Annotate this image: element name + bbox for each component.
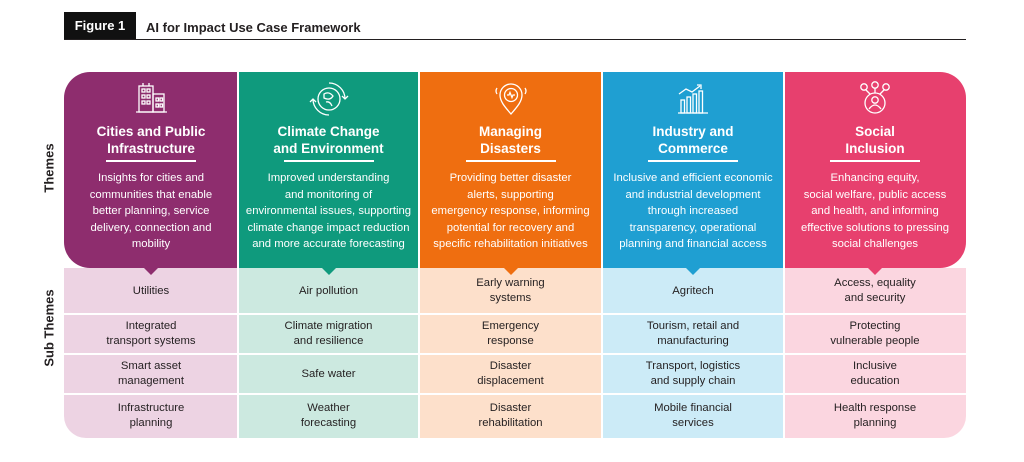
theme-title [64,123,238,157]
sub-theme-cell [602,314,784,354]
title-underline [830,160,920,162]
theme-title [419,123,602,157]
sub-theme-label [830,319,919,349]
sub-theme-label [672,284,713,299]
theme-card [784,72,966,268]
text-line: social challenges [831,238,919,250]
theme-column-industry [602,72,784,438]
sub-themes-axis-label: Sub Themes [41,289,57,367]
theme-title [602,123,784,157]
row-divider [238,393,419,395]
text-line: and Environment [273,141,384,156]
row-divider [64,313,238,315]
title-underline [466,160,556,162]
text-line: Utilities [132,284,170,297]
globe-leaf-icon [309,80,349,118]
sub-theme-label [301,401,356,431]
text-line: Transport, logistics [645,360,741,372]
sub-theme-cell [64,314,238,354]
text-line: Improved understanding [267,172,390,184]
row-divider [784,393,966,395]
pointer-triangle [503,267,519,275]
text-line: Enhancing equity, [830,172,920,184]
sub-theme-label [477,359,544,389]
sub-theme-cell [784,394,966,438]
text-line: planning [129,417,173,429]
text-line: and supply chain [650,375,736,387]
column-divider [418,72,420,438]
text-line: alerts, supporting [467,188,554,201]
title-underline [648,160,738,162]
text-line: displacement [477,375,544,387]
theme-description [68,170,234,253]
row-divider [238,353,419,355]
sub-theme-label [482,319,539,349]
text-line: environmental issues, supporting [245,205,412,217]
row-divider [419,353,602,355]
sub-theme-label [118,359,184,389]
column-divider [237,72,239,438]
sub-theme-cell [238,314,419,354]
sub-theme-cell [419,394,602,438]
text-line: through increased [647,205,739,217]
sub-theme-label [106,319,195,349]
text-line: Inclusive and efficient economic [613,172,773,184]
sub-theme-cell [419,314,602,354]
column-divider [601,72,603,438]
theme-description [242,170,415,253]
text-line: and more accurate forecasting [252,238,405,250]
theme-column-disasters [419,72,602,438]
figure-title: AI for Impact Use Case Framework [146,20,361,35]
text-line: planning and financial access [619,238,767,250]
sub-theme-cell [64,354,238,394]
text-line: Smart asset [120,360,182,372]
row-divider [784,353,966,355]
row-divider [419,393,602,395]
growth-chart-icon [673,80,713,118]
text-line: Disaster [489,402,532,414]
text-line: Industry and [652,124,734,139]
sub-theme-label [299,284,358,299]
theme-card [419,72,602,268]
pointer-triangle [867,267,883,275]
text-line: planning [853,417,897,429]
sub-theme-cell [784,354,966,394]
alert-pin-icon [491,80,531,118]
text-line: delivery, connection and [90,221,212,234]
theme-card [602,72,784,268]
text-line: Agritech [672,284,714,297]
text-line: and industrial development [625,188,761,201]
text-line: Insights for cities and [97,172,205,184]
row-divider [602,313,784,315]
text-line: effective solutions to pressing [801,221,949,234]
text-line: Climate migration [284,320,373,332]
text-line: Safe water [301,367,356,380]
theme-description [423,170,598,253]
theme-card [64,72,238,268]
sub-theme-label [478,401,542,431]
text-line: Access, equality [834,277,916,289]
text-line: and health, and informing [811,205,939,217]
text-line: better planning, service [92,205,210,217]
row-divider [238,313,419,315]
text-line: Infrastructure [117,402,185,414]
sub-theme-cell [784,314,966,354]
column-divider [783,72,785,438]
text-line: systems [489,292,532,304]
text-line: and monitoring of [284,188,373,201]
text-line: Mobile financial [654,402,732,414]
text-line: transport systems [106,335,196,347]
text-line: potential for recovery and [446,221,575,234]
text-line: Disasters [480,141,541,156]
sub-theme-cell [602,354,784,394]
buildings-icon [131,80,171,118]
sub-theme-label [646,359,740,389]
text-line: Disaster [489,360,532,372]
sub-theme-label [118,401,185,431]
framework-grid [64,72,966,438]
theme-description [606,170,780,253]
sub-theme-cell [419,354,602,394]
text-line: communities that enable [89,188,213,201]
text-line: Inclusive [853,360,897,372]
theme-title [238,123,419,157]
sub-theme-label [851,359,900,389]
text-line: Weather [307,402,350,414]
text-line: education [850,375,900,387]
sub-theme-label [133,284,169,299]
theme-column-cities [64,72,238,438]
text-line: social welfare, public access [803,188,947,201]
row-divider [602,393,784,395]
title-underline [106,160,196,162]
text-line: manufacturing [657,335,729,347]
row-divider [64,353,238,355]
theme-column-climate [238,72,419,438]
row-divider [784,313,966,315]
text-line: Air pollution [298,284,359,297]
text-line: Inclusion [845,141,905,156]
text-line: mobility [131,238,171,250]
text-line: Emergency [481,320,540,332]
pointer-triangle [143,267,159,275]
sub-theme-label [647,319,739,349]
sub-theme-label [834,401,916,431]
people-network-icon [855,80,895,118]
theme-column-social [784,72,966,438]
sub-theme-cell [64,394,238,438]
figure-badge: Figure 1 [64,12,136,39]
text-line: rehabilitation [478,417,543,429]
text-line: response [487,335,534,347]
themes-axis-label: Themes [41,143,57,193]
text-line: Tourism, retail and [646,320,740,332]
theme-card [238,72,419,268]
text-line: Health response [833,402,917,414]
text-line: transparency, operational [629,221,757,234]
text-line: Managing [479,124,542,139]
sub-theme-label [301,367,355,382]
text-line: Protecting [849,320,901,332]
text-line: Commerce [658,141,728,156]
text-line: emergency response, informing [431,205,590,217]
sub-theme-label [285,319,373,349]
text-line: services [672,417,714,429]
text-line: Providing better disaster [449,172,572,184]
text-line: Social [855,124,895,139]
sub-theme-label [834,276,916,306]
row-divider [419,313,602,315]
pointer-triangle [685,267,701,275]
sub-theme-cell [238,354,419,394]
sub-theme-label [476,276,544,306]
text-line: and resilience [293,335,364,347]
sub-theme-cell [238,394,419,438]
sub-theme-label [654,401,732,431]
title-underline [284,160,374,162]
sub-theme-cell [602,394,784,438]
text-line: and security [844,292,906,304]
pointer-triangle [321,267,337,275]
text-line: forecasting [300,417,357,429]
text-line: Early warning [476,277,545,289]
theme-description [788,170,962,253]
text-line: climate change impact reduction [247,221,410,234]
row-divider [64,393,238,395]
row-divider [602,353,784,355]
text-line: Climate Change [277,124,380,139]
text-line: specific rehabilitation initiatives [433,238,588,250]
theme-title [784,123,966,157]
text-line: management [118,375,184,387]
figure-header [64,12,966,40]
text-line: Infrastructure [107,141,195,156]
text-line: Cities and Public [96,124,206,139]
text-line: vulnerable people [830,335,920,347]
text-line: Integrated [125,320,177,332]
